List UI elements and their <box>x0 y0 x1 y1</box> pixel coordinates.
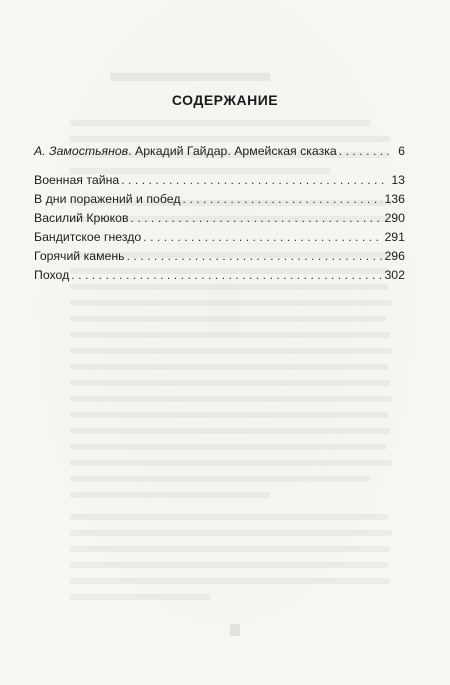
toc-entry-page: 290 <box>384 211 405 225</box>
dot-leader <box>71 266 382 285</box>
toc-intro-author: А. Замостьянов <box>34 144 129 158</box>
dot-leader <box>121 171 389 190</box>
toc-entry-page: 13 <box>391 173 405 187</box>
toc-entry-page: 136 <box>384 192 405 206</box>
toc-entry[interactable] <box>34 228 405 247</box>
toc-intro-title: А. Замостьянов. Аркадий Гайдар. Армейская сказка <box>34 144 337 158</box>
toc-intro-row[interactable] <box>34 142 405 161</box>
toc-intro-page: 6 <box>398 144 405 158</box>
toc-entry[interactable] <box>34 266 405 285</box>
toc-entry[interactable] <box>34 190 405 209</box>
toc-entry[interactable] <box>34 171 405 190</box>
toc-entry[interactable] <box>34 247 405 266</box>
dot-leader <box>143 228 382 247</box>
toc-intro-essay-title: Аркадий Гайдар. Армейская сказка <box>135 144 337 158</box>
dot-leader <box>131 209 383 228</box>
toc-entry-title: Бандитское гнездо <box>34 230 142 244</box>
toc-entry-title: Горячий камень <box>34 249 125 263</box>
toc-entry-title: Поход <box>34 268 70 282</box>
toc-entry-page: 291 <box>384 230 405 244</box>
dot-leader <box>127 247 383 266</box>
toc-entry-title: В дни поражений и побед <box>34 192 181 206</box>
dot-leader <box>183 190 383 209</box>
toc-entry[interactable] <box>34 209 405 228</box>
toc-entry-page: 296 <box>384 249 405 263</box>
table-of-contents <box>34 142 405 285</box>
dot-leader <box>339 142 393 161</box>
toc-entry-title: Василий Крюков <box>34 211 129 225</box>
toc-entry-title: Военная тайна <box>34 173 120 187</box>
toc-entry-page: 302 <box>384 268 405 282</box>
contents-heading: СОДЕРЖАНИЕ <box>171 92 279 108</box>
